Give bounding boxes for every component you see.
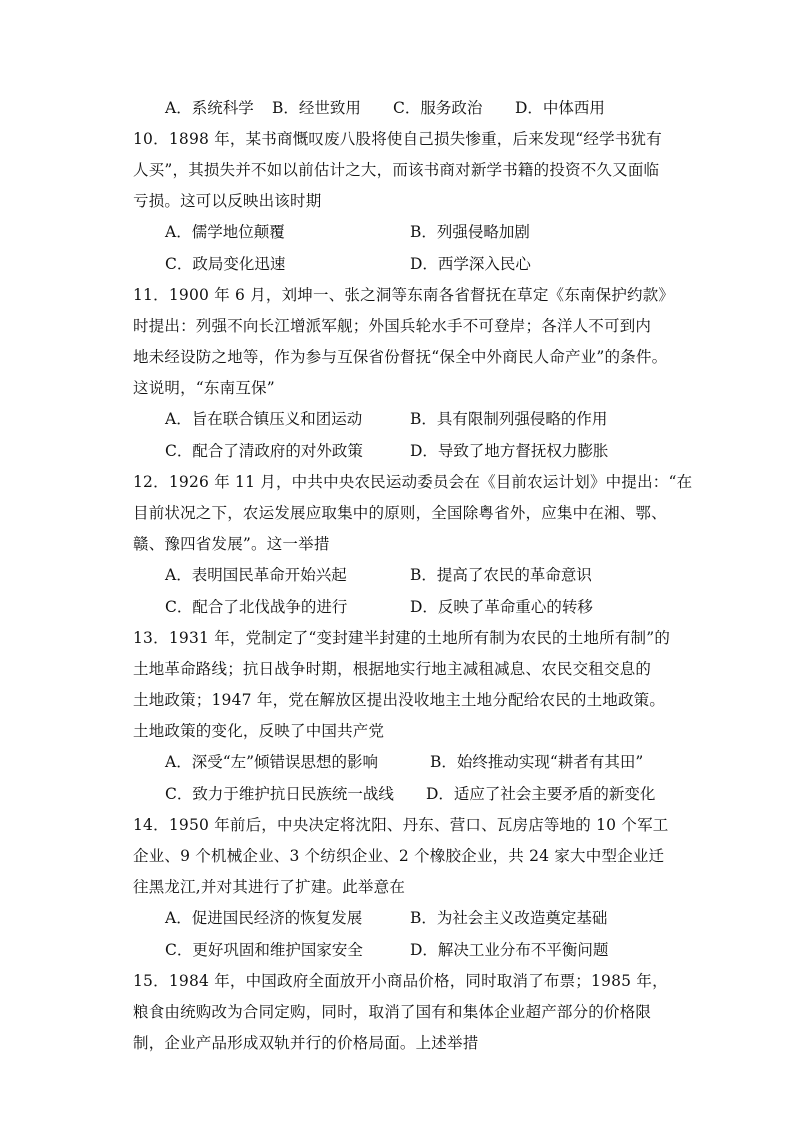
- q12-option-b: B．提高了农民的革命意识: [410, 566, 592, 584]
- q14-option-a: A．促进国民经济的恢复发展: [165, 909, 363, 927]
- q13-option-c: C．致力于维护抗日民族统一战线: [165, 785, 394, 803]
- q11-stem-line-4: 这说明，“东南互保”: [133, 379, 275, 397]
- q12-stem-line-3: 赣、豫四省发展”。这一举措: [133, 535, 330, 553]
- q11-stem-line-2: 时提出：列强不向长江增派军舰；外国兵轮水手不可登岸；各洋人不可到内: [133, 317, 652, 335]
- q13-option-a: A．深受“左”倾错误思想的影响: [165, 753, 379, 771]
- q14-option-c: C．更好巩固和维护国家安全: [165, 941, 363, 959]
- q15-stem-line-2: 粮食由统购改为合同定购，同时，取消了国有和集体企业超产部分的价格限: [133, 1003, 652, 1021]
- q10-option-a: A．儒学地位颠覆: [165, 223, 285, 241]
- q13-stem-line-2: 土地革命路线；抗日战争时期，根据地实行地主减租减息、农民交租交息的: [133, 660, 652, 678]
- q13-stem-line-4: 土地政策的变化，反映了中国共产党: [133, 722, 385, 740]
- q13-option-b: B．始终推动实现“耕者有其田”: [430, 753, 644, 771]
- q11-stem-line-3: 地未经设防之地等，作为参与互保省份督抚“保全中外商民人命产业”的条件。: [133, 348, 668, 366]
- q13-stem-line-1: 13．1931 年，党制定了“变封建半封建的土地所有制为农民的土地所有制”的: [133, 629, 671, 647]
- q10-option-b: B．列强侵略加剧: [410, 223, 530, 241]
- q9-option-b: B．经世致用: [272, 99, 361, 117]
- q10-option-d: D．西学深入民心: [410, 255, 531, 273]
- q15-stem-line-3: 制，企业产品形成双轨并行的价格局面。上述举措: [133, 1034, 479, 1052]
- q14-option-d: D．解决工业分布不平衡问题: [410, 941, 609, 959]
- q10-stem-line-2: 人买”，其损失并不如以前估计之大，而该书商对新学书籍的投资不久又面临: [133, 161, 660, 179]
- q10-option-c: C．政局变化迅速: [165, 255, 286, 273]
- q14-stem-line-2: 企业、9 个机械企业、3 个纺织企业、2 个橡胶企业，共 24 家大中型企业迁: [133, 847, 665, 865]
- q14-stem-line-1: 14．1950 年前后，中央决定将沈阳、丹东、营口、瓦房店等地的 10 个军工: [133, 816, 669, 834]
- q13-option-d: D．适应了社会主要矛盾的新变化: [426, 785, 656, 803]
- q12-option-a: A．表明国民革命开始兴起: [165, 566, 347, 584]
- q10-stem-line-3: 亏损。这可以反映出该时期: [133, 192, 322, 210]
- q12-option-d: D．反映了革命重心的转移: [410, 598, 593, 616]
- q9-option-c: C．服务政治: [393, 99, 483, 117]
- q13-stem-line-3: 土地政策；1947 年，党在解放区提出没收地主土地分配给农民的土地政策。: [133, 691, 666, 709]
- q11-stem-line-1: 11．1900 年 6 月，刘坤一、张之洞等东南各省督抚在草定《东南保护约款》: [133, 286, 675, 304]
- q11-option-a: A．旨在联合镇压义和团运动: [165, 410, 363, 428]
- q11-option-b: B．具有限制列强侵略的作用: [410, 410, 608, 428]
- q15-stem-line-1: 15．1984 年，中国政府全面放开小商品价格，同时取消了布票；1985 年，: [133, 972, 668, 990]
- q14-stem-line-3: 往黑龙江,并对其进行了扩建。此举意在: [133, 878, 406, 896]
- q11-option-c: C．配合了清政府的对外政策: [165, 442, 363, 460]
- q9-option-d: D．中体西用: [515, 99, 605, 117]
- q14-option-b: B．为社会主义改造奠定基础: [410, 909, 608, 927]
- q12-option-c: C．配合了北伐战争的进行: [165, 598, 348, 616]
- q12-stem-line-1: 12．1926 年 11 月，中共中央农民运动委员会在《目前农运计划》中提出：“在: [133, 473, 693, 491]
- q10-stem-line-1: 10．1898 年，某书商慨叹废八股将使自己损失惨重，后来发现“经学书犹有: [133, 130, 662, 148]
- q9-option-a: A．系统科学: [165, 99, 254, 117]
- q12-stem-line-2: 目前状况之下，农运发展应取集中的原则，全国除粤省外，应集中在湘、鄂、: [133, 504, 667, 522]
- q11-option-d: D．导致了地方督抚权力膨胀: [410, 442, 609, 460]
